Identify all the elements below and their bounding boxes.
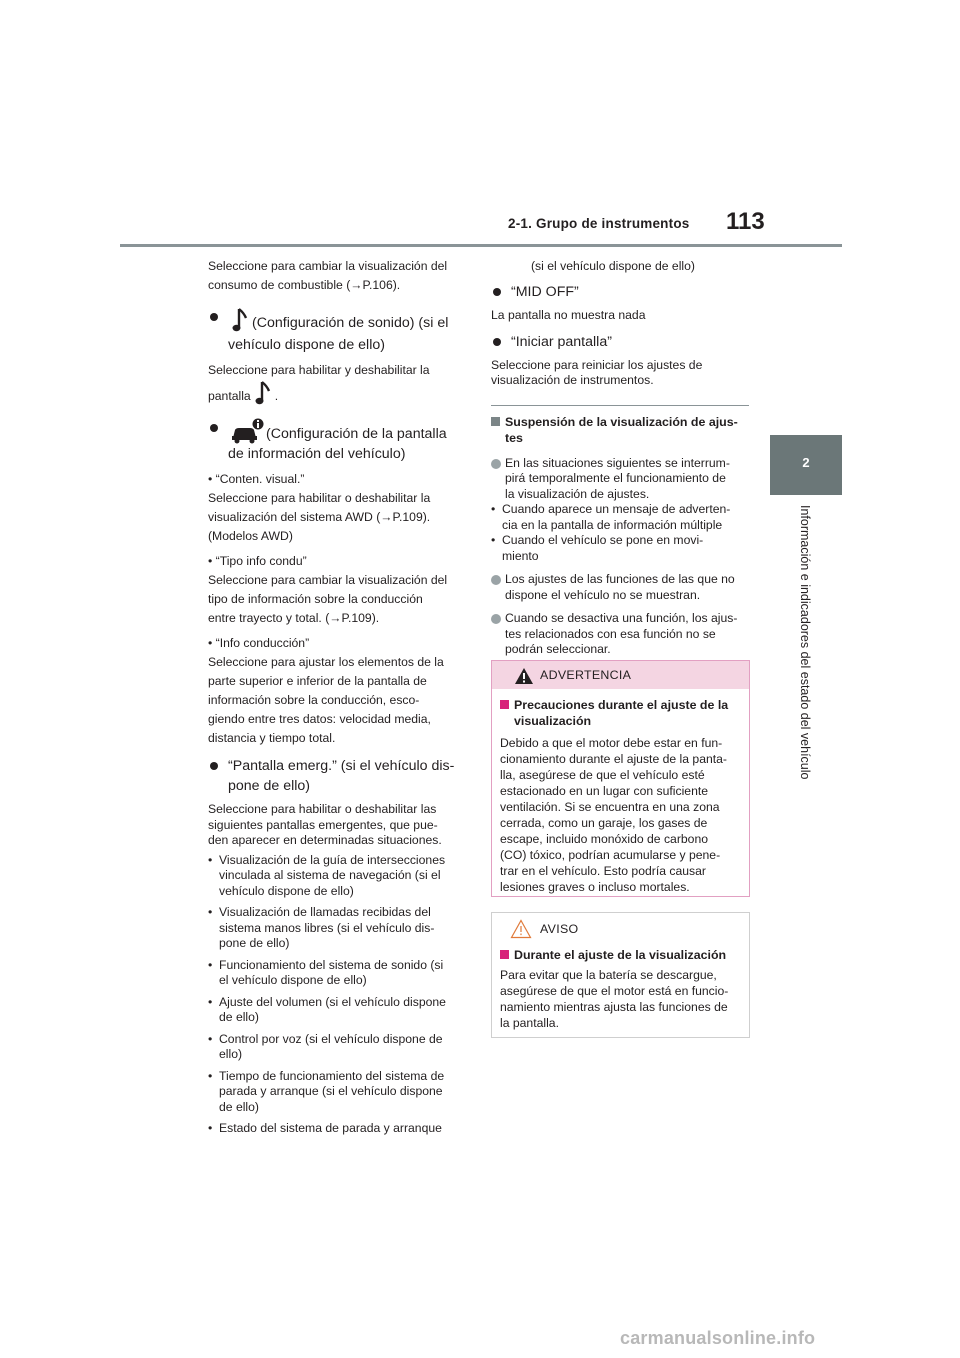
continuation-text: (si el vehículo dispone de ello) [531,259,695,273]
right-column [491,257,751,658]
mid-off-heading: “MID OFF” [491,282,751,302]
iniciar-pantalla-description: Seleccione para reiniciar los ajustes de visualización de instrumentos. [491,357,703,387]
tipo-info-block: • “Tipo info condu” Seleccione para cambiar la visualización del tipo de información sobre la conducción entre trayecto y total. (→P.109). [208,552,466,628]
square-bullet-icon [500,700,509,709]
car-info-icon [230,418,264,444]
intro-paragraph: Seleccione para cambiar la visualización del consumo de combustible (→P.106). [208,259,448,292]
music-note-icon [232,307,248,335]
bullet-dot [210,424,218,432]
bullet-dot [210,762,218,770]
bullet-dot [210,313,218,321]
notice-body: Para evitar que la batería se descargue, asegúrese de que el motor está en funcio- namiento mientras ajusta las funciones de la pantalla. [500,968,729,1030]
list-item: Los ajustes de las funciones de las que no dispone el vehículo no se muestran. [491,572,751,603]
warning-body: Debido a que el motor debe estar en fun- cionamiento durante el ajuste de la panta- lla, asegúrese de que el vehículo esté estacionado en un lugar con suficiente ventilación. Si se encuentra en una zona cerrada, como un garaje, los gases de escape, incluido monóxido de carbono (CO) tóxico, podrían acumularse y pene- trar en el vehículo. Esto podría causar lesiones graves o incluso mortales. [500,736,727,894]
conten-visual-title: • “Conten. visual.” [208,472,305,486]
circle-bullet-icon [491,575,501,585]
bullet-dot [493,338,501,346]
pantalla-emerg-heading: “Pantalla emerg.” (si el vehículo dis- pone de ello) [208,756,466,796]
circle-bullet-icon [491,614,501,624]
notice-heading: Durante el ajuste de la visualización [500,947,741,963]
list-item: • Visualización de llamadas recibidas del sistema manos libres (si el vehículo dis- pone de ello) [208,905,435,950]
info-conduccion-block: • “Info conducción” Seleccione para ajustar los elementos de la parte superior e inferior de la pantalla de información sobre la conducción, esco- giendo entre tres datos: velocidad media, distancia y tiempo total. [208,634,466,748]
left-column [208,257,466,1137]
chapter-tab [770,435,842,495]
list-item: Cuando se desactiva una función, los ajus- tes relacionados con esa función no se podrán seleccionar. [491,611,751,658]
square-bullet-icon [500,950,509,959]
square-bullet-icon [491,417,500,426]
tipo-info-title: • “Tipo info condu” [208,554,307,568]
mid-off-description: La pantalla no muestra nada [491,308,646,322]
header-rule [120,244,842,247]
chapter-number: 2 [802,455,810,470]
list-item: • Visualización de la guía de intersecciones vinculada al sistema de navegación (si el vehículo dispone de ello) [208,852,446,898]
warning-label: ADVERTENCIA [540,668,632,682]
chapter-side-label [797,505,815,805]
warning-box [491,660,750,897]
notice-header [492,913,749,941]
watermark: carmanualsonline.info [620,1328,816,1348]
list-item: • Estado del sistema de parada y arranque [208,1121,442,1135]
sound-description: Seleccione para habilitar y deshabilitar la pantalla . [208,361,466,408]
notice-label: AVISO [540,922,579,936]
sound-heading: (Configuración de sonido) (si el vehículo dispone de ello) [208,307,466,355]
section-rule [491,405,749,406]
list-item: • Ajuste del volumen (si el vehículo dispone de ello) [208,994,446,1024]
chapter-title: Información e indicadores del estado del vehículo [798,505,812,780]
warning-triangle-icon [514,667,534,685]
circle-bullet-icon [491,459,501,469]
warning-header [492,661,749,689]
warning-heading: Precauciones durante el ajuste de la visualización [500,697,741,729]
list-item: • Cuando aparece un mensaje de adverten- cia en la pantalla de información múltiple [491,502,731,532]
vehicle-info-heading: (Configuración de la pantalla de información del vehículo) [208,418,466,464]
page-number: 113 [726,208,765,235]
bullet-dot [493,288,501,296]
pantalla-emerg-description: Seleccione para habilitar o deshabilitar las siguientes pantallas emergentes, que pue- den aparecer en determinadas situaciones. [208,802,442,847]
list-item: • Cuando el vehículo se pone en movi- miento [491,533,704,563]
suspension-heading: Suspensión de la visualización de ajus- tes [491,414,751,446]
list-item: En las situaciones siguientes se interrum- pirá temporalmente el funcionamiento de la visualización de ajustes. [491,456,751,503]
section-title: 2-1. Grupo de instrumentos [508,216,690,231]
iniciar-pantalla-heading: “Iniciar pantalla” [491,332,751,352]
list-item: • Control por voz (si el vehículo dispone de ello) [208,1031,443,1061]
info-conduccion-title: • “Info conducción” [208,636,310,650]
conten-visual-block: • “Conten. visual.” Seleccione para habilitar o deshabilitar la visualización del sistema AWD (→P.109). (Modelos AWD) [208,470,466,546]
list-item: • Tiempo de funcionamiento del sistema de parada y arranque (si el vehículo dispone de ello) [208,1068,445,1114]
notice-box [491,912,750,1038]
music-note-icon [255,380,271,408]
list-item: • Funcionamiento del sistema de sonido (si el vehículo dispone de ello) [208,957,444,987]
notice-triangle-icon [510,919,532,939]
